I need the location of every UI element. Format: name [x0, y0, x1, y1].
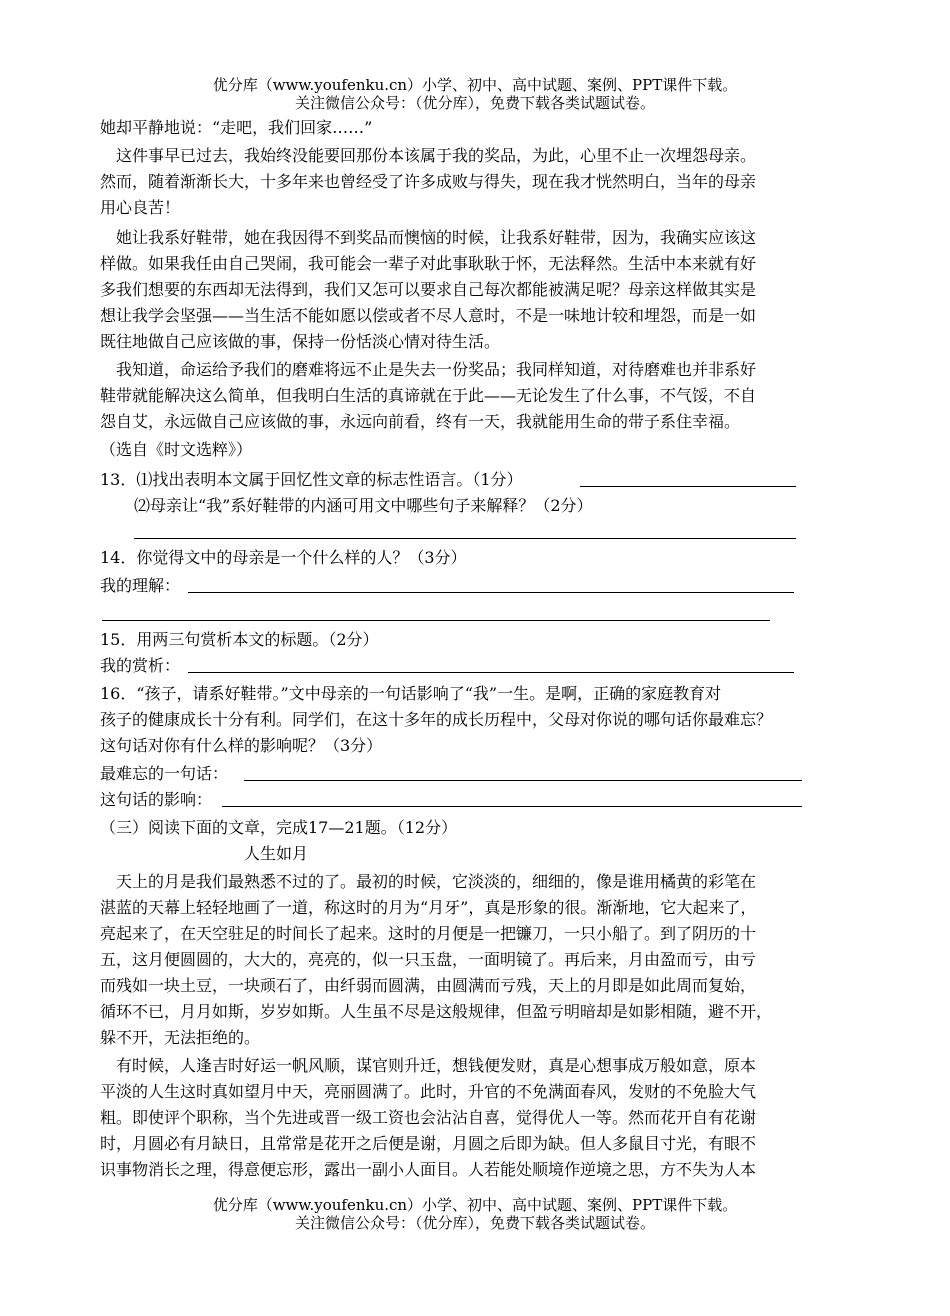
- source-citation: （选自《时文选粹》）: [100, 440, 253, 459]
- paragraph-line: 想让我学会坚强——当生活不能如愿以偿或者不尽人意时，不是一味地计较和埋怨，而是一如: [100, 306, 757, 325]
- question-13-1: 13．⑴找出表明本文属于回忆性文章的标志性语言。（1分）: [100, 470, 523, 489]
- paragraph-line: 用心良苦！: [100, 198, 181, 217]
- article-title: 人生如月: [244, 844, 309, 863]
- answer-line-13-2[interactable]: [134, 538, 796, 539]
- paragraph-line: 她让我系好鞋带，她在我因得不到奖品而懊恼的时候，让我系好鞋带，因为，我确实应该这: [100, 228, 757, 247]
- paragraph-line: 时，月圆必有月缺日，且常常是花开之后便是谢，月圆之后即为缺。但人多鼠目寸光，有眼不: [100, 1134, 757, 1153]
- answer-line-16-1[interactable]: [244, 780, 802, 781]
- question-15: 15．用两三句赏析本文的标题。（2分）: [100, 630, 379, 649]
- paragraph-line: 多我们想要的东西却无法得到，我们又怎可以要求自己每次都能被满足呢？母亲这样做其实是: [100, 280, 757, 299]
- paragraph-line: 样做。如果我任由自己哭闹，我可能会一辈子对此事耿耿于怀，无法释然。生活中本来就有好: [100, 254, 757, 273]
- answer-line-14-a[interactable]: [188, 592, 794, 593]
- paragraph-line: 识事物消长之理，得意便忘形，露出一副小人面目。人若能处顺境作逆境之思，方不失为人本: [100, 1160, 757, 1179]
- header-line-2: 关注微信公众号：（优分库），免费下载各类试题试卷。: [294, 94, 655, 112]
- paragraph-line: 鞋带就能解决这么简单，但我明白生活的真谛就在于此——无论发生了什么事，不气馁，不自: [100, 386, 757, 405]
- question-14: 14．你觉得文中的母亲是一个什么样的人？（3分）: [100, 548, 467, 567]
- answer-line-15[interactable]: [188, 672, 794, 673]
- paragraph-line: 怨自艾，永远做自己应该做的事，永远向前看，终有一天，我就能用生命的带子系住幸福。: [100, 412, 741, 431]
- paragraph-line: 循环不已，月月如斯，岁岁如斯。人生虽不尽是这般规律，但盈亏明暗却是如影相随，避不开，: [100, 1002, 773, 1021]
- paragraph-line: 而残如一块土豆，一块顽石了，由纤弱而圆满，由圆满而亏残，天上的月即是如此周而复始，: [100, 976, 757, 995]
- answer-label-16-1: 最难忘的一句话：: [100, 764, 229, 783]
- paragraph-line: 亮起来了，在天空驻足的时间长了起来。这时的月便是一把镰刀，一只小船了。到了阴历的十: [100, 924, 757, 943]
- paragraph-line: 天上的月是我们最熟悉不过的了。最初的时候，它淡淡的，细细的，像是谁用橘黄的彩笔在: [100, 872, 757, 891]
- paragraph-line: 躲不开，无法拒绝的。: [100, 1028, 261, 1047]
- footer-line-1: 优分库（www.youfenku.cn）小学、初中、高中试题、案例、PPT课件下载。: [212, 1196, 738, 1214]
- answer-line-14-b[interactable]: [102, 620, 770, 621]
- paragraph-line: 孩子的健康成长十分有利。同学们，在这十多年的成长历程中，父母对你说的哪句话你最难忘？: [100, 710, 773, 729]
- answer-line-13-1[interactable]: [580, 486, 796, 487]
- paragraph-line: 这句话对你有什么样的影响呢？（3分）: [100, 736, 383, 755]
- answer-label-16-2: 这句话的影响：: [100, 790, 213, 809]
- paragraph-line: 平淡的人生这时真如望月中天，亮丽圆满了。此时，升官的不免满面春风，发财的不免脸大气: [100, 1082, 757, 1101]
- answer-label-15: 我的赏析：: [100, 656, 181, 675]
- answer-line-16-2[interactable]: [222, 806, 802, 807]
- paragraph-line: 粗。即使评个职称，当个先进或晋一级工资也会沾沾自喜，觉得优人一等。然而花开自有花谢: [100, 1108, 757, 1127]
- paragraph-line: 有时候，人逢吉时好运一帆风顺，谋官则升迁，想钱便发财，真是心想事成万般如意，原本: [100, 1056, 757, 1075]
- paragraph-line: 五，这月便圆圆的，大大的，亮亮的，似一只玉盘，一面明镜了。再后来，月由盈而亏，由亏: [100, 950, 757, 969]
- paragraph-line: 16．“孩子，请系好鞋带。”文中母亲的一句话影响了“我”一生。是啊，正确的家庭教育对: [100, 684, 722, 703]
- paragraph-line: 她却平静地说：“走吧，我们回家……”: [100, 118, 373, 137]
- header-line-1: 优分库（www.youfenku.cn）小学、初中、高中试题、案例、PPT课件下载。: [212, 76, 738, 94]
- paragraph-line: 湛蓝的天幕上轻轻地画了一道，称这时的月为“月牙”，真是形象的很。渐渐地，它大起来了，: [100, 898, 757, 917]
- paragraph-line: 我知道，命运给予我们的磨难将远不止是失去一份奖品；我同样知道，对待磨难也并非系好: [100, 360, 757, 379]
- paragraph-line: 这件事早已过去，我始终没能要回那份本该属于我的奖品，为此，心里不止一次埋怨母亲。: [100, 146, 757, 165]
- footer-line-2: 关注微信公众号：（优分库），免费下载各类试题试卷。: [294, 1214, 655, 1232]
- answer-label-14: 我的理解：: [100, 576, 181, 595]
- paragraph-line: 然而，随着渐渐长大，十多年来也曾经受了许多成败与得失，现在我才恍然明白，当年的母亲: [100, 172, 757, 191]
- question-13-2: ⑵母亲让“我”系好鞋带的内涵可用文中哪些句子来解释？（2分）: [134, 496, 593, 515]
- paragraph-line: 既往地做自己应该做的事，保持一份恬淡心情对待生活。: [100, 332, 501, 351]
- section-intro: （三）阅读下面的文章，完成17—21题。（12分）: [100, 818, 458, 837]
